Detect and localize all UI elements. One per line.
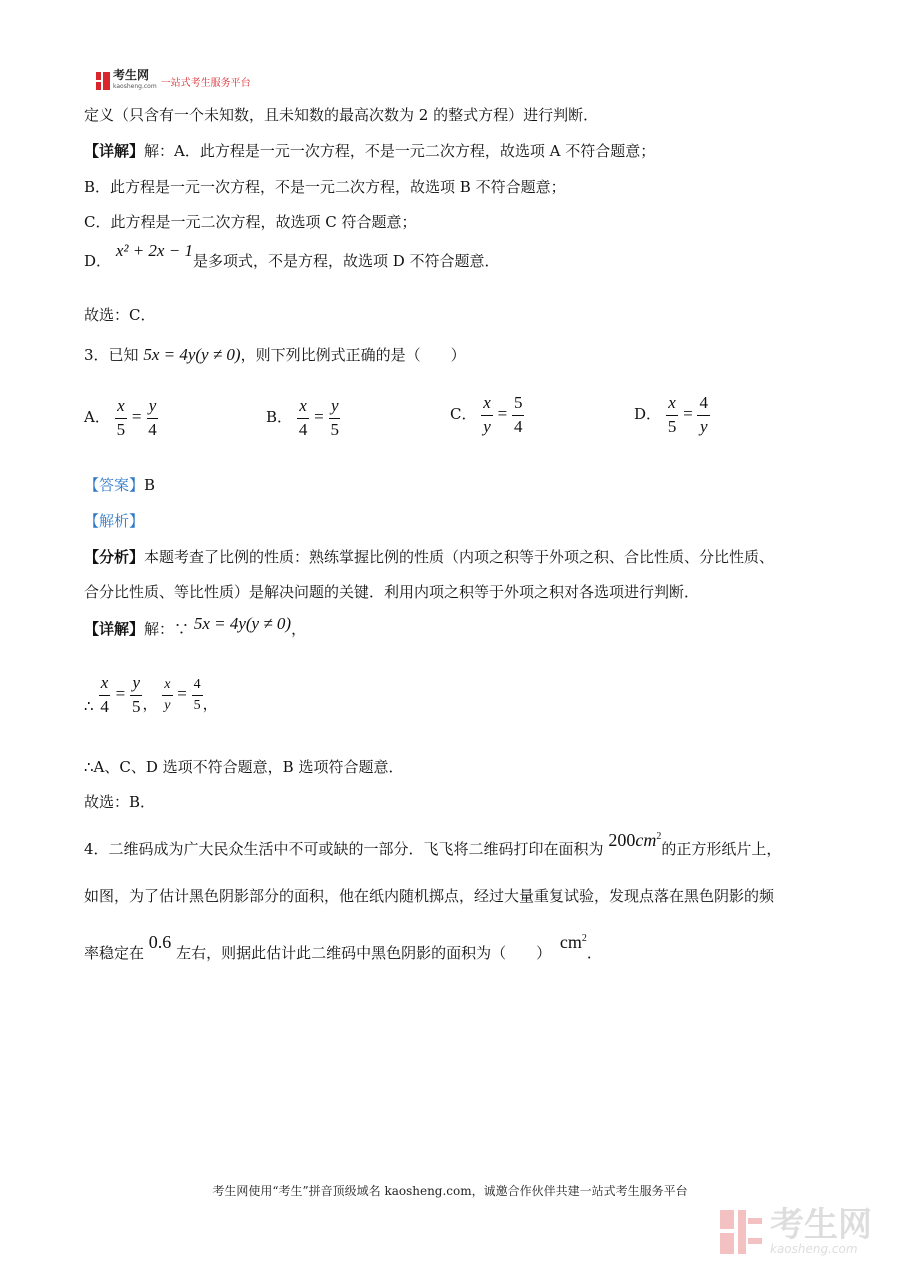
q3-option-c[interactable]: C． $\frac{x}{y}$ = $\frac{5}{4}$	[450, 393, 523, 436]
q4-area: $200cm^2$	[608, 830, 662, 850]
q3-stem: 3．已知 5x = 4y(y ≠ 0)，则下列比例式正确的是（ ）	[84, 345, 466, 364]
q2-detail-c: C．此方程是一元二次方程，故选项 C 符合题意；	[84, 213, 417, 231]
q4-unit: $cm^2$	[559, 932, 587, 952]
q2-conclusion: 故选：C．	[84, 306, 156, 324]
q3-equation: 5x = 4y(y ≠ 0)	[143, 345, 241, 364]
q3-proportions: ∴ $\frac{x}{4}$ = $\frac{y}{5}$ ， $\frac{x}{y}$ = $\frac{4}{5}$ ，	[84, 673, 218, 716]
logo-name: 考生网 kaosheng.com	[113, 68, 157, 90]
header-logo	[96, 70, 251, 92]
q4-line2: 如图，为了估计黑色阴影部分的面积，他在纸内随机掷点，经过大量重复试验，发现点落在黑色阴影的频	[84, 887, 775, 905]
answer-tag: 【答案】	[84, 476, 145, 494]
header-slogan: 一站式考生服务平台	[160, 77, 251, 89]
watermark	[720, 1205, 872, 1256]
q4-line3: 率稳定在 0.6 左右，则据此估计此二维码中黑色阴影的面积为（ ） $cm^2$．	[84, 932, 602, 962]
q3-fenxi-line2: 合分比性质、等比性质）是解决问题的关键．利用内项之积等于外项之积对各选项进行判断．	[84, 583, 700, 601]
q3-choice: 故选：B．	[84, 793, 156, 811]
q3-fenxi-line1: 【分析】本题考查了比例的性质：熟练掌握比例的性质（内项之积等于外项之积、合比性质、分比性质、	[84, 548, 775, 566]
q3-conclusion-line: ∴A、C、D 选项不符合题意，B 选项符合题意．	[84, 758, 404, 776]
q2-detail-b: B．此方程是一元一次方程，不是一元二次方程，故选项 B 不符合题意；	[84, 178, 566, 196]
logo-domain: kaosheng.com	[113, 83, 157, 90]
q3-option-d[interactable]: D． $\frac{x}{5}$ = $\frac{4}{y}$	[634, 393, 708, 436]
q2-detail-a: 【详解】解：A．此方程是一元一次方程，不是一元二次方程，故选项 A 不符合题意；	[84, 142, 656, 160]
answer-value: B	[144, 476, 156, 494]
q3-answer	[84, 474, 155, 495]
q2-polynomial: x² + 2x − 1	[115, 241, 193, 260]
q4-frequency: 0.6	[148, 932, 172, 952]
watermark-logo-icon	[720, 1210, 764, 1254]
q3-option-a[interactable]: A． $\frac{x}{5}$ = $\frac{y}{4}$	[84, 396, 157, 439]
analysis-tag: 【解析】	[84, 512, 145, 530]
watermark-domain: kaosheng.com	[770, 1242, 858, 1256]
q4-line1: 4．二维码成为广大民众生活中不可或缺的一部分．飞飞将二维码打印在面积为 $200cm^2$的正方形纸片上，	[84, 830, 782, 858]
q3-detail-equation: 5x = 4y(y ≠ 0)	[193, 614, 292, 633]
q2-detail-d: D． x² + 2x − 1是多项式，不是方程，故选项 D 不符合题意．	[84, 241, 500, 270]
q3-option-b[interactable]: B． $\frac{x}{4}$ = $\frac{y}{5}$	[266, 396, 339, 439]
kaosheng-logo-icon	[96, 72, 110, 90]
watermark-brand: 考生网	[770, 1205, 872, 1245]
q3-detail: 【详解】解：∵ 5x = 4y(y ≠ 0)，	[84, 614, 307, 638]
q2-analysis-line: 定义（只含有一个未知数，且未知数的最高次数为 2 的整式方程）进行判断．	[84, 106, 599, 124]
footer-text: 考生网使用“考生”拼音顶级域名 kaosheng.com，诚邀合作伙伴共建一站式考生服务平台	[212, 1184, 688, 1198]
